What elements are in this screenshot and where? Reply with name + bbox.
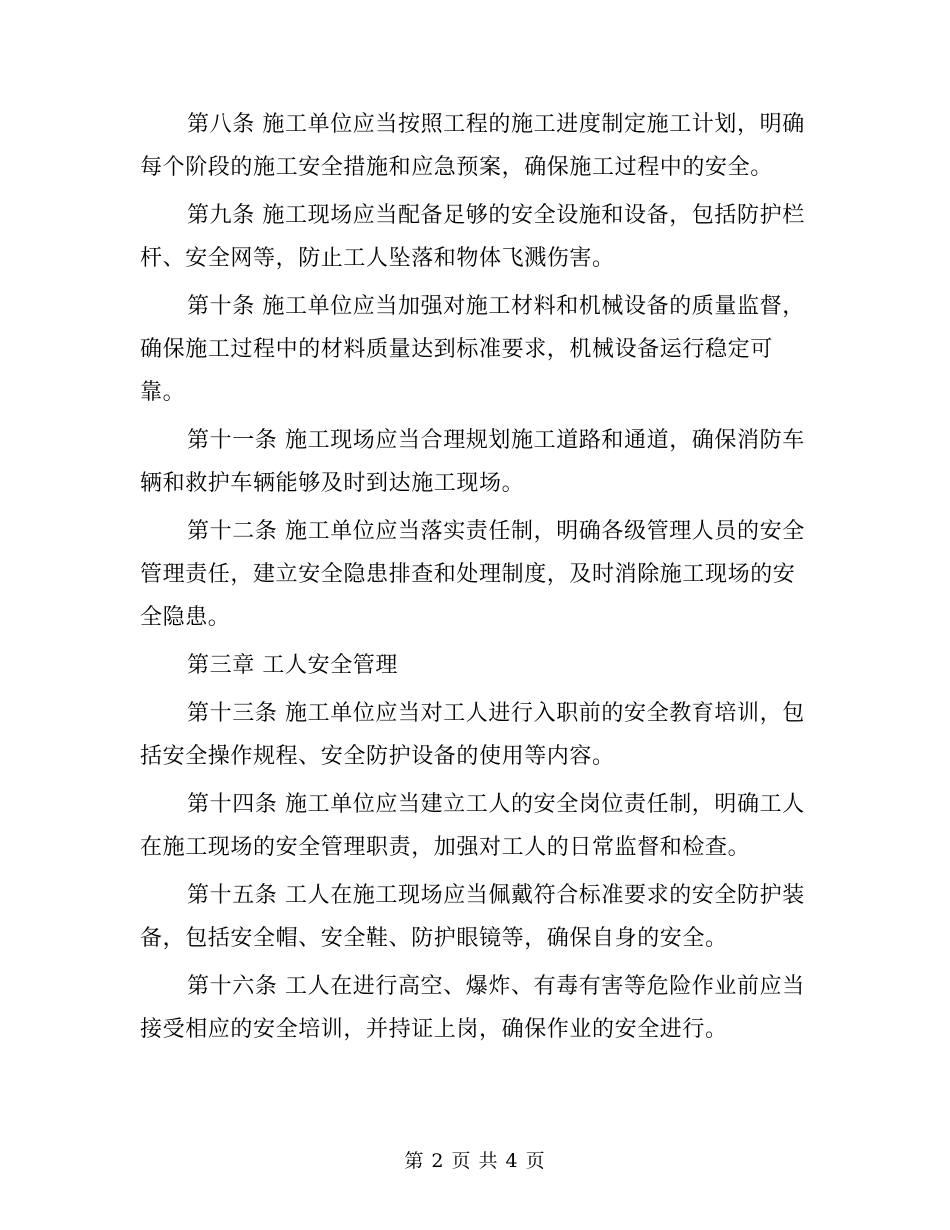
article-13: 第十三条 施工单位应当对工人进行入职前的安全教育培训，包括安全操作规程、安全防护设备的使用等内容。 bbox=[140, 701, 805, 769]
article-10: 第十条 施工单位应当加强对施工材料和机械设备的质量监督，确保施工过程中的材料质量达到标准要求，机械设备运行稳定可靠。 bbox=[140, 294, 805, 405]
article-12: 第十二条 施工单位应当落实责任制，明确各级管理人员的安全管理责任，建立安全隐患排查和处理制度，及时消除施工现场的安全隐患。 bbox=[140, 519, 805, 630]
article-14: 第十四条 施工单位应当建立工人的安全岗位责任制，明确工人在施工现场的安全管理职责，加强对工人的日常监督和检查。 bbox=[140, 792, 805, 860]
article-15: 第十五条 工人在施工现场应当佩戴符合标准要求的安全防护装备，包括安全帽、安全鞋、防护眼镜等，确保自身的安全。 bbox=[140, 883, 805, 951]
article-16: 第十六条 工人在进行高空、爆炸、有毒有害等危险作业前应当接受相应的安全培训，并持证上岗，确保作业的安全进行。 bbox=[140, 974, 805, 1042]
article-9: 第九条 施工现场应当配备足够的安全设施和设备，包括防护栏杆、安全网等，防止工人坠落和物体飞溅伤害。 bbox=[140, 203, 805, 271]
chapter-3-heading: 第三章 工人安全管理 bbox=[187, 653, 398, 678]
article-11: 第十一条 施工现场应当合理规划施工道路和通道，确保消防车辆和救护车辆能够及时到达施工现场。 bbox=[140, 428, 805, 496]
article-8: 第八条 施工单位应当按照工程的施工进度制定施工计划，明确每个阶段的施工安全措施和应急预案，确保施工过程中的安全。 bbox=[140, 112, 805, 180]
page-footer: 第 2 页 共 4 页 bbox=[404, 1150, 546, 1172]
document-body bbox=[140, 103, 810, 1056]
